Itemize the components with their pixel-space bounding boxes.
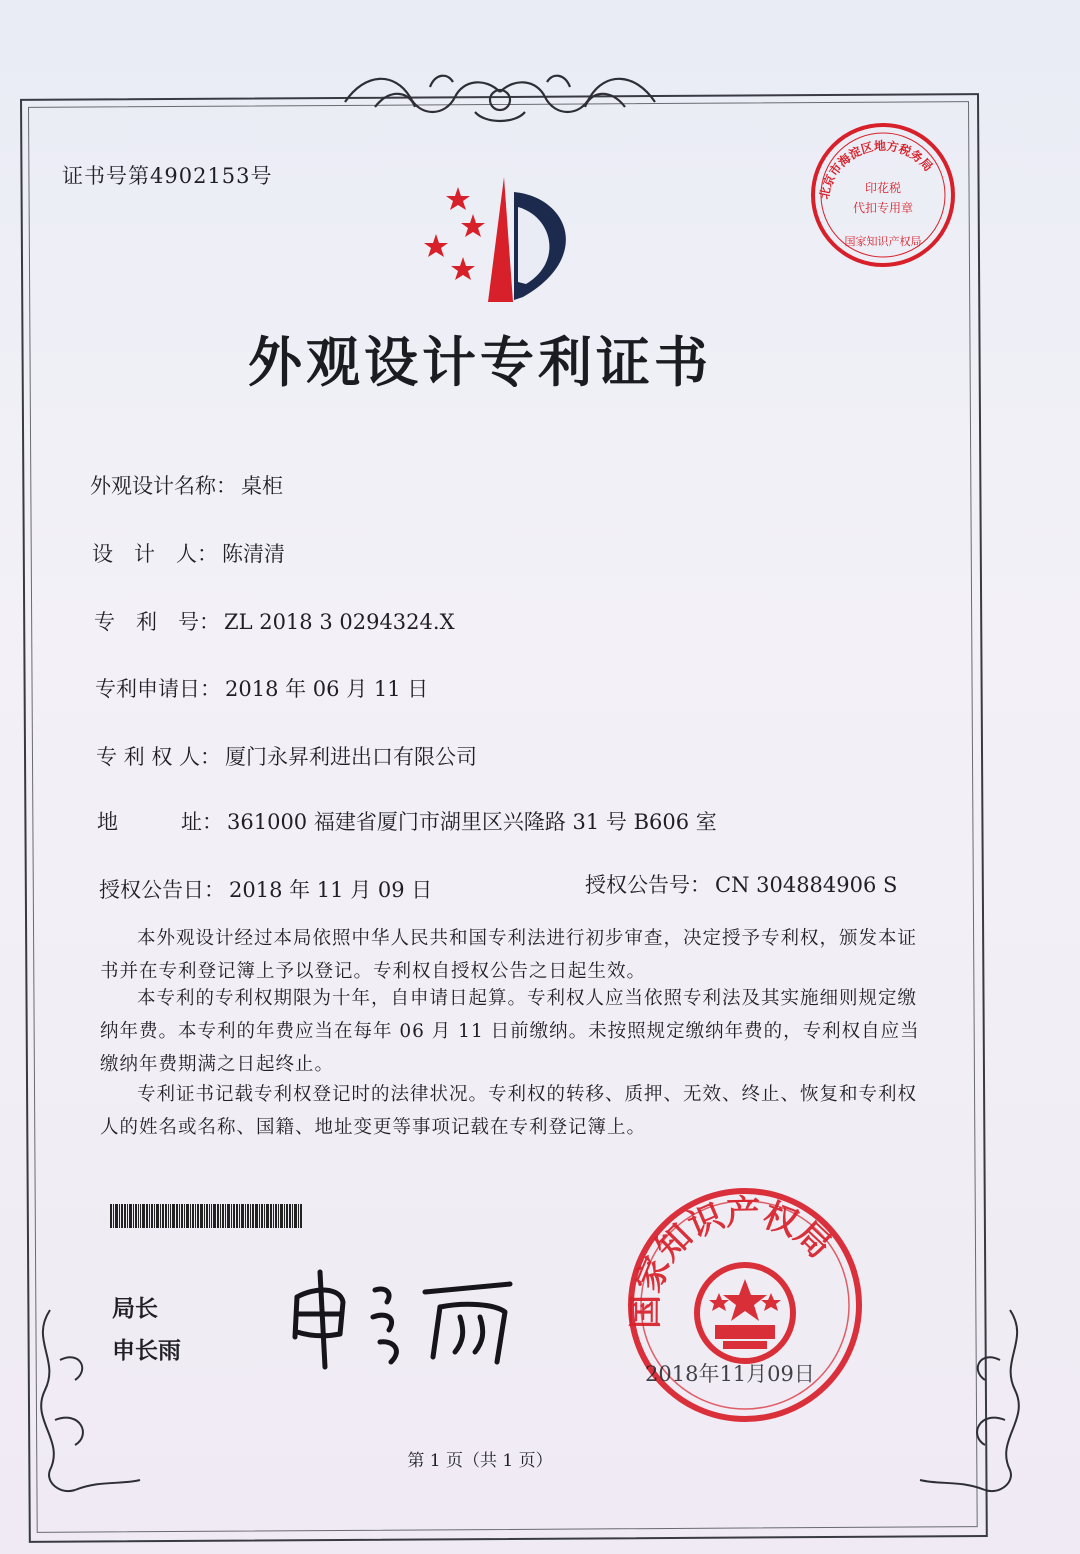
design-name-label: 外观设计名称： [90,474,237,498]
official-seal-text: 国家知识产权局 [625,1192,839,1329]
field-designer [92,538,285,568]
address-label: 地 址： [97,810,223,834]
body-paragraph-1: 本外观设计经过本局依照中华人民共和国专利法进行初步审查，决定授予专利权，颁发本证书并在专利登记簿上予以登记。专利权自授权公告之日起生效。 [100,928,918,982]
design-name-value: 桌柜 [241,474,283,498]
seal-date: 2018年11月09日 [645,1362,815,1386]
grant-no-value: CN 304884906 S [715,873,898,897]
designer-value: 陈清清 [222,542,285,566]
patent-no-label: 专 利 号： [94,610,220,634]
patentee-label: 专 利 权 人： [96,745,222,769]
field-grant-no [585,869,897,899]
body-paragraph-2: 本专利的专利权期限为十年，自申请日起算。专利权人应当依照专利法及其实施细则规定缴纳年费。本专利的年费应当在每年 06 月 11 日前缴纳。未按照规定缴纳年费的，专利权自应当缴纳年费期满之日起终止。 [100,988,920,1075]
designer-label: 设 计 人： [92,542,218,566]
director-block [112,1288,181,1372]
top-ornament-icon [335,62,665,132]
official-seal-icon [625,1185,865,1425]
director-name: 申长雨 [112,1338,181,1364]
patentee-value: 厦门永昇利进出口有限公司 [225,745,478,769]
field-grant-date [99,874,432,904]
field-patentee [96,741,477,771]
page-number: 第 1 页（共 1 页） [407,1451,553,1471]
svg-text:国家知识产权局 [626,1193,839,1329]
patent-no-value: ZL 2018 3 0294324.X [224,610,455,634]
field-filing-date [95,673,428,703]
certificate-number: 证书号第4902153号 [62,164,273,188]
field-patent-no [94,606,455,636]
field-address [97,806,717,836]
tax-seal-line1: 印花税 [864,181,902,195]
grant-date-value: 2018 年 11 月 09 日 [229,878,433,902]
signature-icon [285,1262,525,1372]
grant-date-label: 授权公告日： [99,878,225,902]
tax-seal-ring-text: 北京市海淀区地方税务局 [817,138,936,201]
barcode [110,1204,385,1228]
filing-date-value: 2018 年 06 月 11 日 [225,677,429,701]
certificate-title: 外观设计专利证书 [248,330,712,394]
address-value: 361000 福建省厦门市湖里区兴隆路 31 号 B606 室 [227,810,717,834]
body-paragraph-3: 专利证书记载专利权登记时的法律状况。专利权的转移、质押、无效、终止、恢复和专利权人的姓名或名称、国籍、地址变更等事项记载在专利登记簿上。 [100,1084,918,1138]
filing-date-label: 专利申请日： [95,677,221,701]
field-design-name [90,470,283,500]
tax-seal-line2: 代扣专用章 [852,201,914,215]
grant-no-label: 授权公告号： [585,873,711,897]
tax-seal-bottom: 国家知识产权局 [844,235,922,248]
director-title: 局长 [112,1296,158,1322]
tax-seal-icon [808,120,958,270]
cnipa-logo-icon [418,172,588,307]
